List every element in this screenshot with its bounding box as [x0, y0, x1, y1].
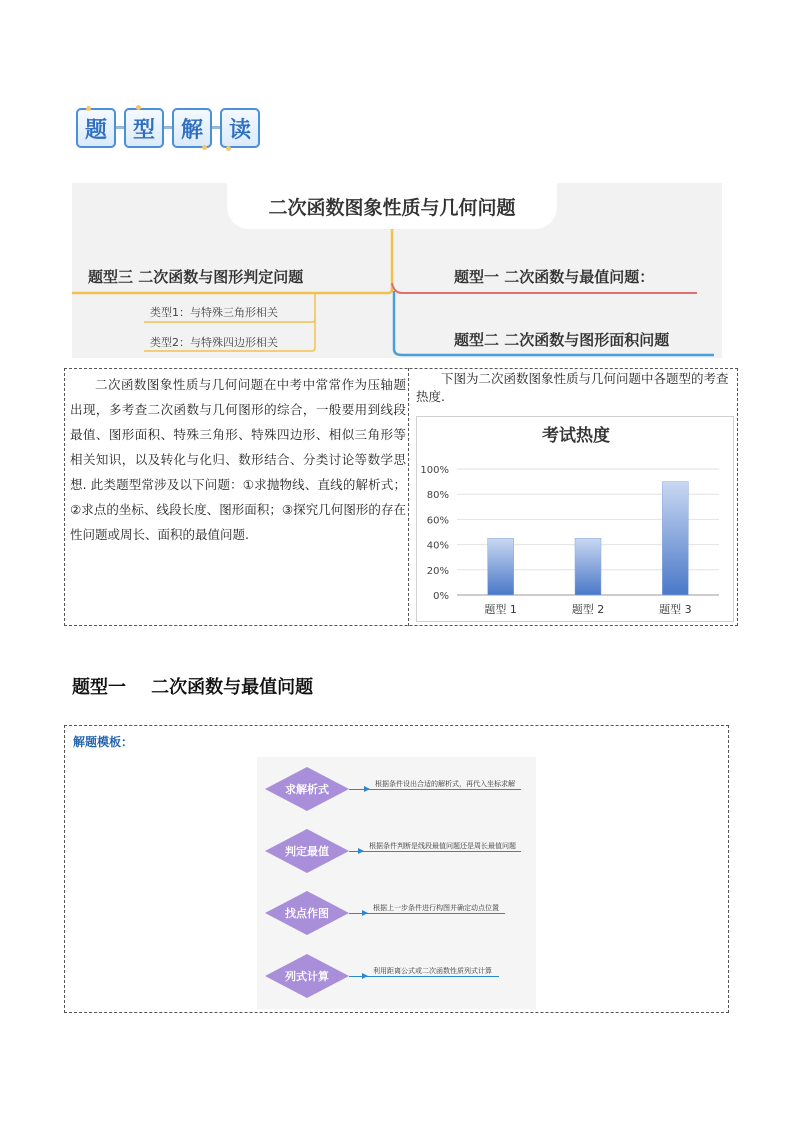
mind-map: [72, 183, 722, 358]
chart-intro: 下图为二次函数图象性质与几何问题中各题型的考查热度.: [416, 371, 729, 404]
flow-underline: [363, 851, 521, 852]
x-tick-label: 题型 1: [484, 603, 517, 616]
heat-chart-svg: [417, 417, 735, 623]
bar-3: [662, 482, 688, 595]
flow-arrow: [349, 851, 363, 852]
section-title-tiles: [74, 106, 264, 150]
sparkle-icon: [226, 146, 231, 151]
title-tile: 解: [172, 108, 212, 148]
template-label: 解题模板：: [73, 735, 134, 749]
bar-1: [488, 538, 514, 595]
sparkle-icon: [202, 145, 207, 150]
flow-arrow: [349, 976, 367, 977]
flow-step-4: [265, 954, 349, 998]
title-tile: 题: [76, 108, 116, 148]
bar-2: [575, 538, 601, 595]
branch-type3-sub2: 类型2：与特殊四边形相关: [150, 336, 278, 349]
flow-underline: [367, 913, 505, 914]
flow-step-label: 判定最值: [285, 845, 329, 858]
y-tick-label: 20%: [426, 565, 449, 577]
y-tick-label: 80%: [426, 490, 449, 502]
flow-step-label: 列式计算: [285, 970, 329, 983]
intro-divider: [408, 368, 409, 626]
flow-step-desc: 根据上一步条件进行构图并确定动点位置: [373, 904, 499, 912]
sparkle-icon: [86, 106, 91, 111]
y-tick-label: 0%: [433, 591, 449, 602]
mind-map-title: 二次函数图象性质与几何问题: [227, 183, 557, 229]
heat-chart: [416, 416, 734, 622]
flow-underline: [369, 789, 521, 790]
flow-underline: [367, 976, 499, 977]
flow-step-desc: 根据条件设出合适的解析式，再代入坐标求解: [375, 780, 515, 788]
branch-type1: 题型一 二次函数与最值问题：: [454, 268, 655, 286]
flow-step-desc: 利用距离公式或二次函数性质列式计算: [373, 967, 492, 975]
flow-step-label: 求解析式: [285, 783, 329, 796]
sparkle-icon: [136, 105, 141, 110]
x-tick-label: 题型 2: [571, 603, 605, 616]
flow-step-1: [265, 767, 349, 811]
title-tile: 读: [220, 108, 260, 148]
y-tick-label: 100%: [420, 465, 449, 476]
section-heading: 题型一 二次函数与最值问题: [72, 677, 314, 698]
flow-step-desc: 根据条件判断是线段最值问题还是周长最值问题: [369, 842, 516, 850]
x-tick-label: 题型 3: [659, 603, 692, 616]
flow-arrow: [349, 913, 367, 914]
intro-paragraph: 二次函数图象性质与几何问题在中考中常常作为压轴题出现，多考查二次函数与几何图形的综合，一般要用到线段最值、图形面积、特殊三角形、特殊四边形、相似三角形等相关知识，以及转化与化归、数形结合、分类讨论等数学思想. 此类题型常涉及以下问题：①求抛物线、直线的解析式；②求点的坐标、线段长度、图形面积；③探究几何图形的存在性问题或周长、面积的最值问题.: [70, 377, 406, 542]
flow-step-label: 找点作图: [285, 907, 329, 920]
flow-arrow: [349, 789, 369, 790]
title-tile: 型: [124, 108, 164, 148]
flow-step-2: [265, 829, 349, 873]
chart-title: 考试热度: [542, 426, 610, 446]
y-tick-label: 60%: [426, 515, 449, 527]
flow-step-3: [265, 891, 349, 935]
solution-flow: [257, 757, 536, 1009]
branch-type3: 题型三 二次函数与图形判定问题: [88, 268, 304, 286]
branch-type3-sub1: 类型1：与特殊三角形相关: [150, 306, 278, 319]
branch-type2: 题型二 二次函数与图形面积问题: [454, 331, 670, 349]
y-tick-label: 40%: [426, 540, 449, 552]
